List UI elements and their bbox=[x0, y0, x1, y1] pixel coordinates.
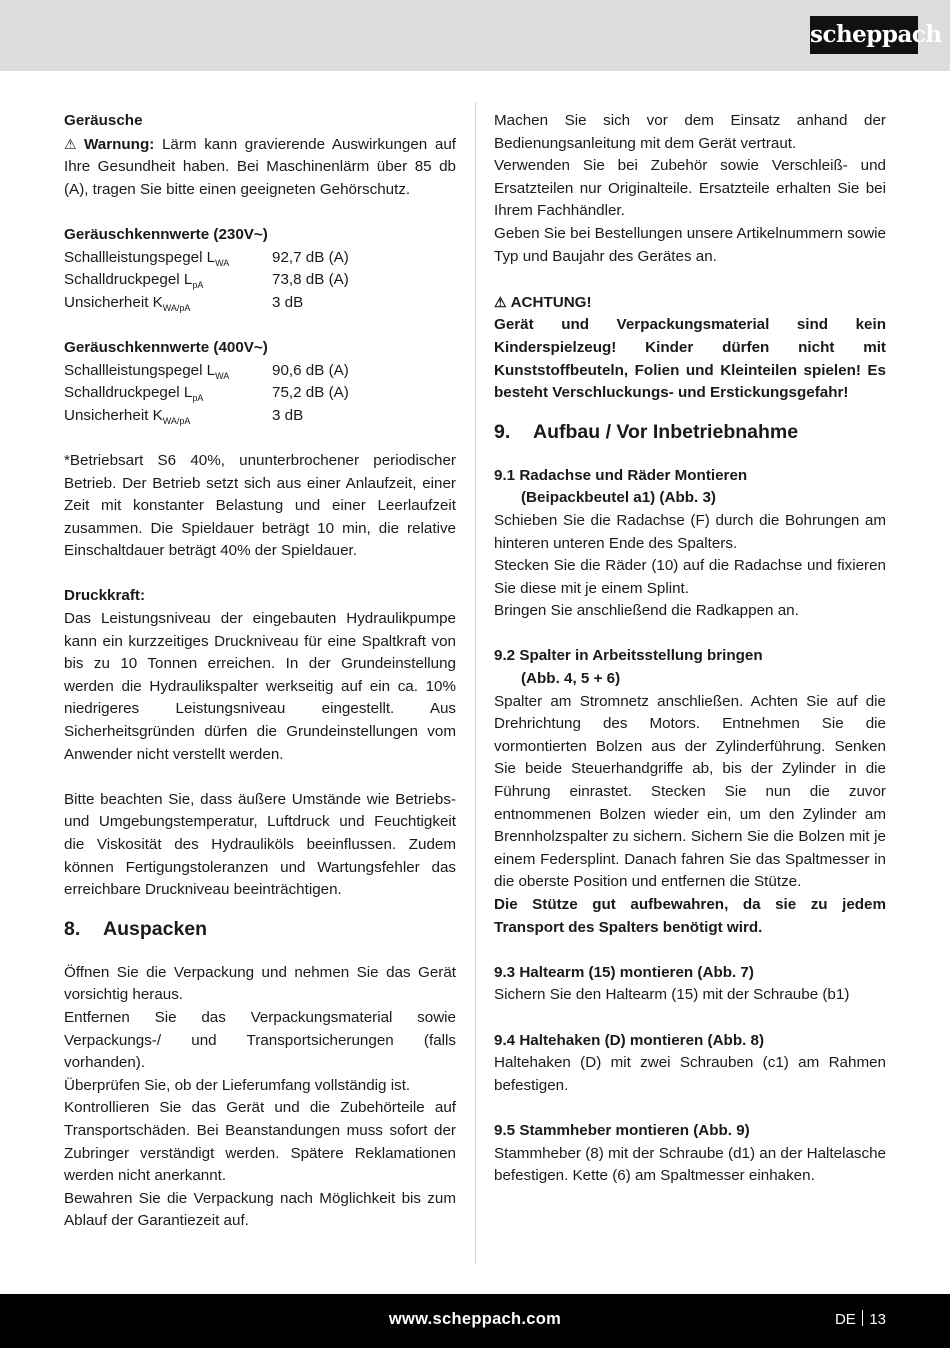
row-label: Schallleistungspegel L bbox=[64, 361, 216, 379]
subsection-9-1-title: 9.1 Radachse und Räder Montieren bbox=[494, 466, 748, 484]
row-value: 3 dB bbox=[272, 293, 304, 311]
warning-label: Warnung: bbox=[84, 135, 155, 153]
s92-bold-note: Die Stütze gut aufbewahren, da sie zu jedem Transport des Spalters benötigt wird. bbox=[494, 896, 886, 936]
noise-230-row bbox=[64, 247, 456, 270]
unpack-paragraph: Bewahren Sie die Verpackung nach Möglichkeit bis zum Ablauf der Garantiezeit auf. bbox=[64, 1189, 456, 1230]
row-value: 73,8 dB (A) bbox=[272, 271, 349, 289]
row-sub: pA bbox=[192, 280, 204, 291]
subsection-9-3-title: 9.3 Haltearm (15) montieren (Abb. 7) bbox=[494, 963, 754, 981]
warning-icon: ⚠ bbox=[494, 293, 507, 310]
s92-text: Spalter am Stromnetz anschließen. Achten Sie auf die Drehrichtung des Motors. Entnehmen Sie die vormontierten Bolzen aus der Zylinderführung. Senken Sie beide Steuerhandgriffe ab, bis der Zylinder in die Führung einrastet. Stecken Sie nun die zuvor entnommenen Bolzen wieder ein, um den Zylinder am Brennholzspalter zu sichern. Sichern Sie die Bolzen mit je einem Federsplint. Danach fahren Sie das Spaltmesser in die oberste Position und entfernen die Stütze. bbox=[494, 692, 886, 891]
section-title: Auspacken bbox=[103, 917, 208, 940]
s95-text: Stammheber (8) mit der Schraube (d1) an der Haltelasche befestigen. Kette (6) am Spaltmesser einhaken. bbox=[494, 1144, 886, 1185]
pressure-text: Das Leistungsniveau der eingebauten Hydraulikpumpe kann ein kurzzeitiges Druckniveau für eine Spaltkraft von bis zu 10 Tonnen erreichen. In der Grundeinstellung werden die Hydraulikspalter werkseitig auf ein ca. 10% niedrigeres Leistungsniveau eingestellt. Aus Sicherheitsgründen dürfen die Grundeinstellungen vom Anwender nicht verstellt werden. bbox=[64, 610, 456, 763]
subsection-9-5-title: 9.5 Stammheber montieren (Abb. 9) bbox=[494, 1121, 750, 1139]
row-sub: WA/pA bbox=[162, 302, 191, 313]
warning-icon: ⚠ bbox=[64, 135, 80, 152]
noise-230-row bbox=[64, 269, 456, 292]
unpack-paragraph: Überprüfen Sie, ob der Lieferumfang vollständig ist. bbox=[64, 1076, 411, 1094]
row-value: 3 dB bbox=[272, 406, 304, 424]
row-label: Schalldruckpegel L bbox=[64, 271, 193, 289]
operation-note: *Betriebsart S6 40%, ununterbrochener periodischer Betrieb. Der Betrieb setzt sich aus einer Anlaufzeit, einer Zeit mit konstanter Belastung und einer Leerlaufzeit zusammen. Die Spieldauer beträgt 10 min, die relative Einschaltdauer beträgt 40% der Spieldauer. bbox=[64, 451, 456, 560]
section-number: 9. bbox=[494, 420, 511, 443]
s91-paragraph: Bringen Sie anschließend die Radkappen an. bbox=[494, 602, 799, 620]
unpack-paragraph: Öffnen Sie die Verpackung und nehmen Sie das Gerät vorsichtig heraus. bbox=[64, 963, 456, 1004]
left-column bbox=[64, 110, 456, 1233]
warning-text: Lärm kann gravierende Auswirkungen auf Ihre Gesundheit haben. Bei Maschinenlärm über 85 db (A), tragen Sie bitte einen geeigneten Gehörschutz. bbox=[64, 135, 456, 198]
column-divider bbox=[475, 102, 476, 1264]
section-number: 8. bbox=[64, 917, 81, 940]
noise-400-row bbox=[64, 360, 456, 383]
attention-heading bbox=[494, 291, 886, 315]
attention-label: ACHTUNG! bbox=[510, 293, 592, 311]
language-code: DE bbox=[834, 1311, 856, 1328]
s91-paragraph: Schieben Sie die Radachse (F) durch die Bohrungen am hinteren unteren Ende des Spalters. bbox=[494, 511, 886, 552]
noise-400-title: Geräuschkennwerte (400V~) bbox=[64, 338, 268, 356]
page-number: 13 bbox=[869, 1311, 886, 1328]
s93-text: Sichern Sie den Haltearm (15) mit der Schraube (b1) bbox=[494, 986, 850, 1004]
subsection-9-2-title: 9.2 Spalter in Arbeitsstellung bringen bbox=[494, 647, 763, 665]
pressure-title: Druckkraft: bbox=[64, 587, 146, 605]
row-label: Schallleistungspegel L bbox=[64, 248, 216, 266]
s91-paragraph: Stecken Sie die Räder (10) auf die Radachse und fixieren Sie diese mit je einem Splint. bbox=[494, 557, 886, 597]
row-value: 90,6 dB (A) bbox=[272, 361, 349, 379]
row-value: 92,7 dB (A) bbox=[272, 248, 349, 266]
intro-paragraph: Geben Sie bei Bestellungen unsere Artikelnummern sowie Typ und Baujahr des Gerätes an. bbox=[494, 224, 886, 265]
subsection-9-4-title: 9.4 Haltehaken (D) montieren (Abb. 8) bbox=[494, 1031, 765, 1049]
right-column bbox=[494, 110, 886, 1188]
subsection-9-2-sub: (Abb. 4, 5 + 6) bbox=[521, 670, 621, 688]
section-title: Aufbau / Vor Inbetriebnahme bbox=[533, 420, 799, 443]
intro-paragraph: Machen Sie sich vor dem Einsatz anhand der Bedienungsanleitung mit dem Gerät vertraut. bbox=[494, 112, 886, 152]
row-sub: WA bbox=[215, 370, 230, 381]
attention-text: Gerät und Verpackungsmaterial sind kein Kinderspielzeug! Kinder dürfen nicht mit Kunststoffbeuteln, Folien und Kleinteilen spielen! Es besteht Verschluckungs- und Erstickungsgefahr! bbox=[494, 316, 886, 402]
section-8-heading bbox=[64, 916, 456, 942]
separator bbox=[862, 1310, 864, 1326]
noise-warning bbox=[64, 133, 456, 202]
intro-paragraph: Verwenden Sie bei Zubehör sowie Verschleiß- und Ersatzteilen nur Originalteile. Ersatzteile erhalten Sie bei Ihrem Fachhändler. bbox=[494, 157, 886, 220]
row-value: 75,2 dB (A) bbox=[272, 384, 349, 402]
page-indicator bbox=[835, 1309, 886, 1332]
page-footer bbox=[0, 1294, 950, 1348]
noise-400-row bbox=[64, 382, 456, 405]
row-sub: WA bbox=[215, 257, 230, 268]
noise-230-row bbox=[64, 292, 456, 315]
section-9-heading bbox=[494, 419, 886, 445]
row-sub: WA/pA bbox=[162, 415, 191, 426]
row-label: Unsicherheit K bbox=[64, 293, 163, 311]
row-sub: pA bbox=[192, 393, 204, 404]
noise-title: Geräusche bbox=[64, 112, 143, 129]
unpack-paragraph: Entfernen Sie das Verpackungsmaterial sowie Verpackungs-/ und Transportsicherungen (falls vorhanden). bbox=[64, 1008, 456, 1072]
brand-logo: scheppach bbox=[810, 16, 918, 54]
header-band bbox=[0, 0, 950, 71]
row-label: Schalldruckpegel L bbox=[64, 384, 193, 402]
website-link[interactable]: www.scheppach.com bbox=[388, 1310, 562, 1328]
row-label: Unsicherheit K bbox=[64, 406, 163, 424]
conditions-text: Bitte beachten Sie, dass äußere Umstände wie Betriebs- und Umgebungstemperatur, Luftdruck und Feuchtigkeit die Viskosität des Hydrauliköls beeinflussen. Zudem können Fertigungstoleranzen und Wartungsfehler das erreichbare Druckniveau beeinträchtigen. bbox=[64, 790, 456, 899]
unpack-paragraph: Kontrollieren Sie das Gerät und die Zubehörteile auf Transportschäden. Bei Beanstandungen muss sofort der Zubringer verständigt werden. Spätere Reklamationen werden nicht anerkannt. bbox=[64, 1099, 456, 1185]
noise-400-row bbox=[64, 405, 456, 428]
noise-230-title: Geräuschkennwerte (230V~) bbox=[64, 225, 268, 243]
s94-text: Haltehaken (D) mit zwei Schrauben (c1) am Rahmen befestigen. bbox=[494, 1054, 886, 1094]
subsection-9-1-sub: (Beipackbeutel a1) (Abb. 3) bbox=[521, 489, 716, 507]
